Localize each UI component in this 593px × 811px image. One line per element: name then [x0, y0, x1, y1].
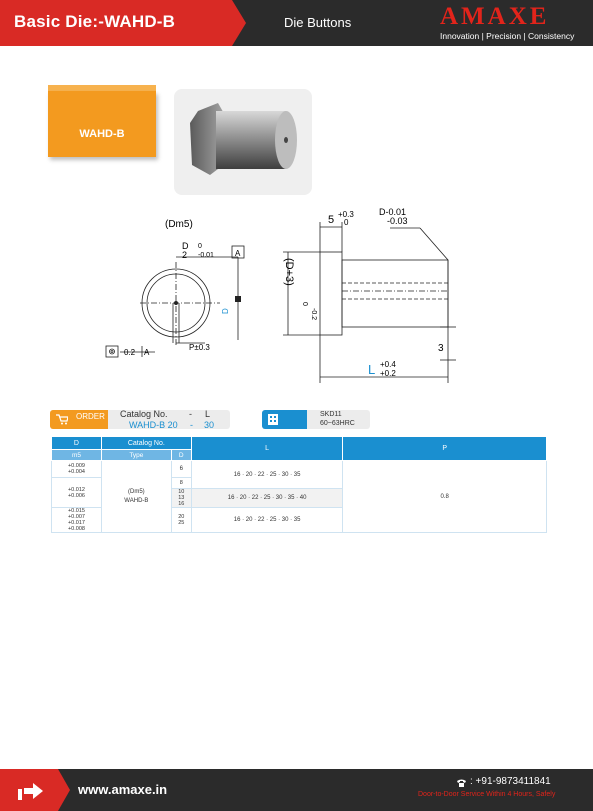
product-photo: [174, 89, 312, 195]
d-size-value: 16: [178, 501, 185, 507]
website-link[interactable]: www.amaxe.in: [78, 782, 168, 797]
type-line-1: (Dm5): [128, 489, 145, 495]
order-example-dash: -: [190, 420, 193, 430]
head-diameter-label: (D+3): [283, 258, 295, 286]
col-l-header: L: [191, 437, 343, 461]
phone-icon: [456, 778, 467, 787]
head-dia-tol-top: 0: [301, 302, 308, 306]
head-dia-tol-bottom: -0.2: [310, 308, 317, 321]
l-values: 16 · 20 · 22 · 25 · 30 · 35 · 40: [191, 489, 343, 508]
order-l-label: L: [205, 409, 211, 419]
tol-top: +0.012: [67, 486, 85, 493]
order-dash: -: [189, 409, 192, 419]
d-tol-bottom: -0.03: [387, 216, 408, 226]
d-size-value: 8: [179, 480, 183, 486]
tol-top: +0.015: [67, 508, 85, 514]
d-tol-top: D-0.01: [379, 207, 407, 217]
d-half-numerator: D: [182, 241, 189, 251]
col-p-header: P: [343, 437, 547, 461]
table-row: [52, 461, 547, 478]
d-size-value: 13: [178, 495, 185, 501]
tol-top: +0.009: [67, 463, 85, 469]
d-half-tol-top: 0: [198, 243, 202, 250]
type-line-2: WAHD-B: [124, 498, 149, 504]
d-diameter-label: D: [221, 308, 230, 314]
l-tol-bottom: +0.2: [380, 369, 396, 378]
cart-icon: [56, 414, 68, 425]
order-tab-label: ORDER: [76, 412, 105, 421]
d-half-denominator: 2: [182, 250, 188, 260]
l-values: 16 · 20 · 22 · 25 · 30 · 35: [191, 461, 343, 489]
phone-number[interactable]: : +91-9873411841: [470, 776, 551, 787]
concentricity-value: 0.2: [124, 348, 136, 357]
material-tab: [262, 410, 307, 429]
brand-logo[interactable]: [440, 4, 585, 41]
d-size: [171, 489, 191, 508]
material-icon: [268, 414, 278, 425]
tol-bottom: +0.008: [67, 526, 85, 532]
technical-drawing: [100, 200, 480, 390]
type-cell: [101, 461, 171, 533]
col-d-header: D: [52, 437, 102, 450]
d-size: [171, 478, 191, 489]
product-badge-label: WAHD-B: [79, 128, 125, 140]
side-view-head: [320, 252, 342, 335]
tol-bottom: +0.006: [67, 492, 85, 499]
material-grade: SKD11: [320, 411, 342, 418]
logo-wordmark: AMAXE: [440, 3, 550, 30]
dm5-label: (Dm5): [165, 219, 193, 230]
order-example-l: 30: [204, 420, 215, 430]
tol-bottom: +0.004: [67, 469, 85, 475]
order-example-catalog: WAHD-B 20: [129, 420, 178, 430]
d-size-value: 25: [178, 520, 185, 526]
spec-table: [51, 436, 547, 533]
l-tol-top: +0.4: [380, 360, 396, 369]
d-half-tol-bottom: -0.01: [198, 252, 214, 259]
logo-tagline: Innovation | Precision | Consistency: [440, 31, 575, 41]
col-m5-header: m5: [52, 450, 102, 461]
footer-tagline: Door-to-Door Service Within 4 Hours, Safely: [418, 791, 556, 798]
concentricity-datum: A: [144, 348, 150, 357]
order-tab: [50, 410, 108, 429]
p-tolerance: P±0.3: [189, 343, 210, 352]
head-length: 5: [328, 214, 335, 226]
product-badge: [48, 91, 156, 157]
d-size: [171, 508, 191, 533]
l-label: L: [368, 362, 376, 377]
order-catalog-label: Catalog No.: [120, 409, 168, 419]
datum-a-label: A: [235, 249, 241, 258]
section-title: Die Buttons: [284, 15, 352, 30]
l-values: 16 · 20 · 22 · 25 · 30 · 35: [191, 508, 343, 533]
head-tol-bottom: 0: [344, 218, 349, 227]
d-size-value: 20: [178, 514, 185, 520]
die-button-image: [174, 89, 312, 195]
d-size: 6: [171, 461, 191, 478]
center-point: [174, 301, 178, 305]
side-view-body: [342, 260, 448, 327]
col-type-header: Type: [101, 450, 171, 461]
col-catalog-header: Catalog No.: [101, 437, 191, 450]
col-dsize-header: D: [171, 450, 191, 461]
tol-bottom: +0.007: [67, 514, 85, 520]
tol-top: +0.017: [67, 520, 85, 526]
edge-dimension: 3: [438, 343, 444, 354]
material-hardness: 60~63HRC: [320, 420, 355, 427]
d-size-value: 10: [178, 489, 185, 495]
p-value: 0.8: [343, 461, 547, 533]
footer-red-banner: [0, 769, 75, 811]
datum-marker: [235, 296, 241, 302]
page-title: Basic Die:-WAHD-B: [14, 12, 176, 31]
head-tol-top: +0.3: [338, 210, 354, 219]
